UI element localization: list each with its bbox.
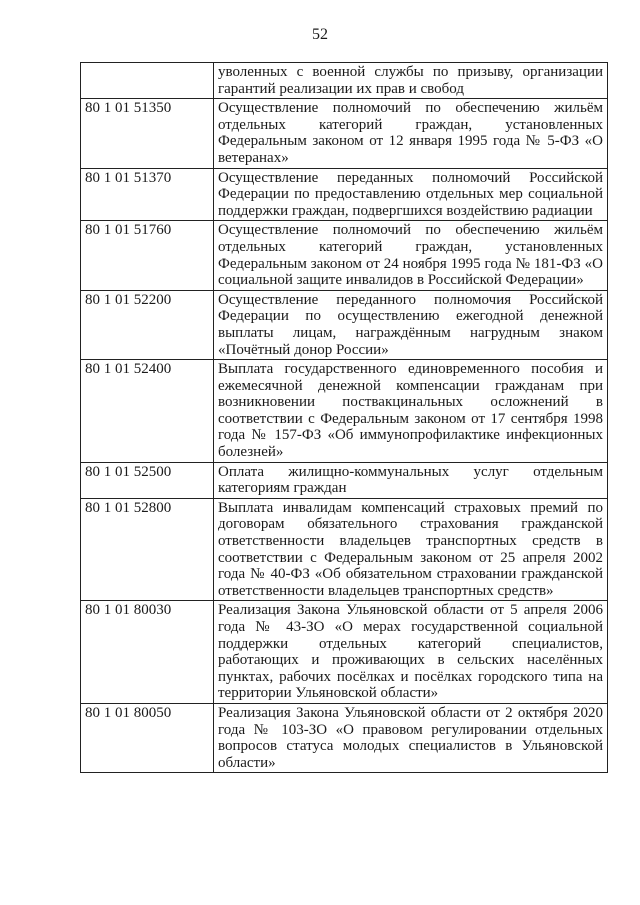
description-cell: Выплата государственного единовременного пособия и ежемесячной денежной компенсации гражданам при возникновении поствакцинальных осложнений в соответствии с Федеральным законом от 17 сентября 1998 года № 157-ФЗ «Об иммунопрофилактике инфекционных болезней» <box>214 360 608 463</box>
table-row <box>81 99 608 168</box>
code-cell: 80 1 01 52500 <box>81 462 214 498</box>
description-cell: Оплата жилищно-коммунальных услуг отдельным категориям граждан <box>214 462 608 498</box>
budget-classification-table <box>80 62 608 773</box>
table-row <box>81 290 608 359</box>
code-cell: 80 1 01 51370 <box>81 168 214 221</box>
code-cell: 80 1 01 51760 <box>81 221 214 290</box>
page-number: 52 <box>312 26 328 43</box>
description-cell: Выплата инвалидам компенсаций страховых премий по договорам обязательного страхования гражданской ответственности владельцев транспортных средств в соответствии с Федеральным законом от 25 апреля 2002 года № 40-ФЗ «Об обязательном страховании гражданской ответственности владельцев транспортных средств» <box>214 498 608 601</box>
table-row <box>81 360 608 463</box>
table-row <box>81 498 608 601</box>
table-row <box>81 221 608 290</box>
code-cell: 80 1 01 52200 <box>81 290 214 359</box>
description-cell: Осуществление полномочий по обеспечению жильём отдельных категорий граждан, установленных Федеральным законом от 12 января 1995 года № 5-ФЗ «О ветеранах» <box>214 99 608 168</box>
description-cell: Реализация Закона Ульяновской области от 5 апреля 2006 года № 43-ЗО «О мерах государственной социальной поддержки отдельных категорий специалистов, работающих и проживающих в сельских населённых пунктах, рабочих посёлках и посёлках городского типа на территории Ульяновской области» <box>214 601 608 704</box>
table-row <box>81 462 608 498</box>
table-row <box>81 168 608 221</box>
table-row <box>81 703 608 772</box>
table-row <box>81 601 608 704</box>
code-cell: 80 1 01 51350 <box>81 99 214 168</box>
description-cell: Осуществление полномочий по обеспечению жильём отдельных категорий граждан, установленных Федеральным законом от 24 ноября 1995 года № 181-ФЗ «О социальной защите инвалидов в Российской Федерации» <box>214 221 608 290</box>
description-cell: Осуществление переданных полномочий Российской Федерации по предоставлению отдельных мер социальной поддержки граждан, подвергшихся воздействию радиации <box>214 168 608 221</box>
code-cell: 80 1 01 80050 <box>81 703 214 772</box>
description-cell: Осуществление переданного полномочия Российской Федерации по осуществлению ежегодной денежной выплаты лицам, награждённым нагрудным знаком «Почётный донор России» <box>214 290 608 359</box>
code-cell: 80 1 01 52400 <box>81 360 214 463</box>
description-cell: уволенных с военной службы по призыву, организации гарантий реализации их прав и свобод <box>214 63 608 99</box>
description-cell: Реализация Закона Ульяновской области от 2 октября 2020 года № 103-ЗО «О правовом регулировании отдельных вопросов статуса молодых специалистов в Ульяновской области» <box>214 703 608 772</box>
table-row <box>81 63 608 99</box>
code-cell <box>81 63 214 99</box>
code-cell: 80 1 01 80030 <box>81 601 214 704</box>
code-cell: 80 1 01 52800 <box>81 498 214 601</box>
